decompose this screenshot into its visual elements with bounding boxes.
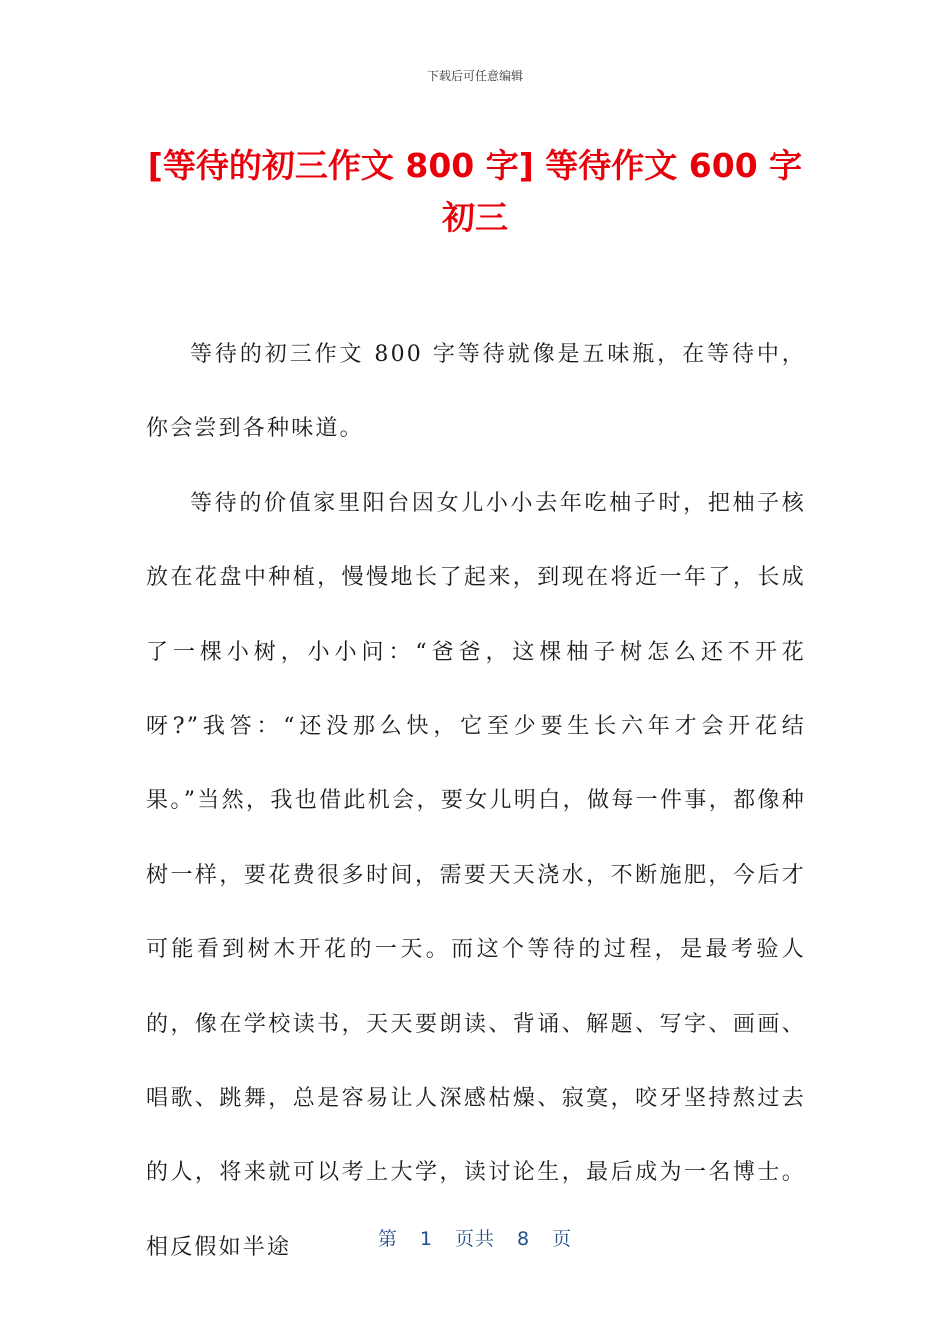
footer-label-total: 页共 [454,1228,495,1250]
paragraph: 等待的价值家里阳台因女儿小小去年吃柚子时，把柚子核放在花盘中种植，慢慢地长了起来，到现在将近一年了，长成了一棵小树，小小问：“爸爸，这棵柚子树怎么还不开花呀?”我答：“还没那么快，它至少要生长六年才会开花结果。”当然，我也借此机会，要女儿明白，做每一件事，都像种树一样，要花费很多时间，需要天天浇水，不断施肥，今后才可能看到树木开花的一天。而这个等待的过程，是最考验人的，像在学校读书，天天要朗读、背诵、解题、写字、画画、唱歌、跳舞，总是容易让人深感枯燥、寂寞，咬牙坚持熬过去的人，将来就可以考上大学，读讨论生，最后成为一名博士。相反假如半途 [146,490,806,1260]
footer-label-page: 第 [377,1228,398,1250]
page-footer [0,1224,950,1251]
paragraph: 等待的初三作文 800 字等待就像是五味瓶，在等待中，你会尝到各种味道。 [146,342,806,442]
document-body [146,318,806,1285]
footer-label-end: 页 [552,1228,573,1250]
document-title: [等待的初三作文 800 字] 等待作文 600 字初三 [147,146,803,237]
header-note: 下载后可任意编辑 [426,69,523,83]
footer-total-pages: 8 [517,1228,531,1250]
footer-current-page: 1 [419,1228,433,1250]
